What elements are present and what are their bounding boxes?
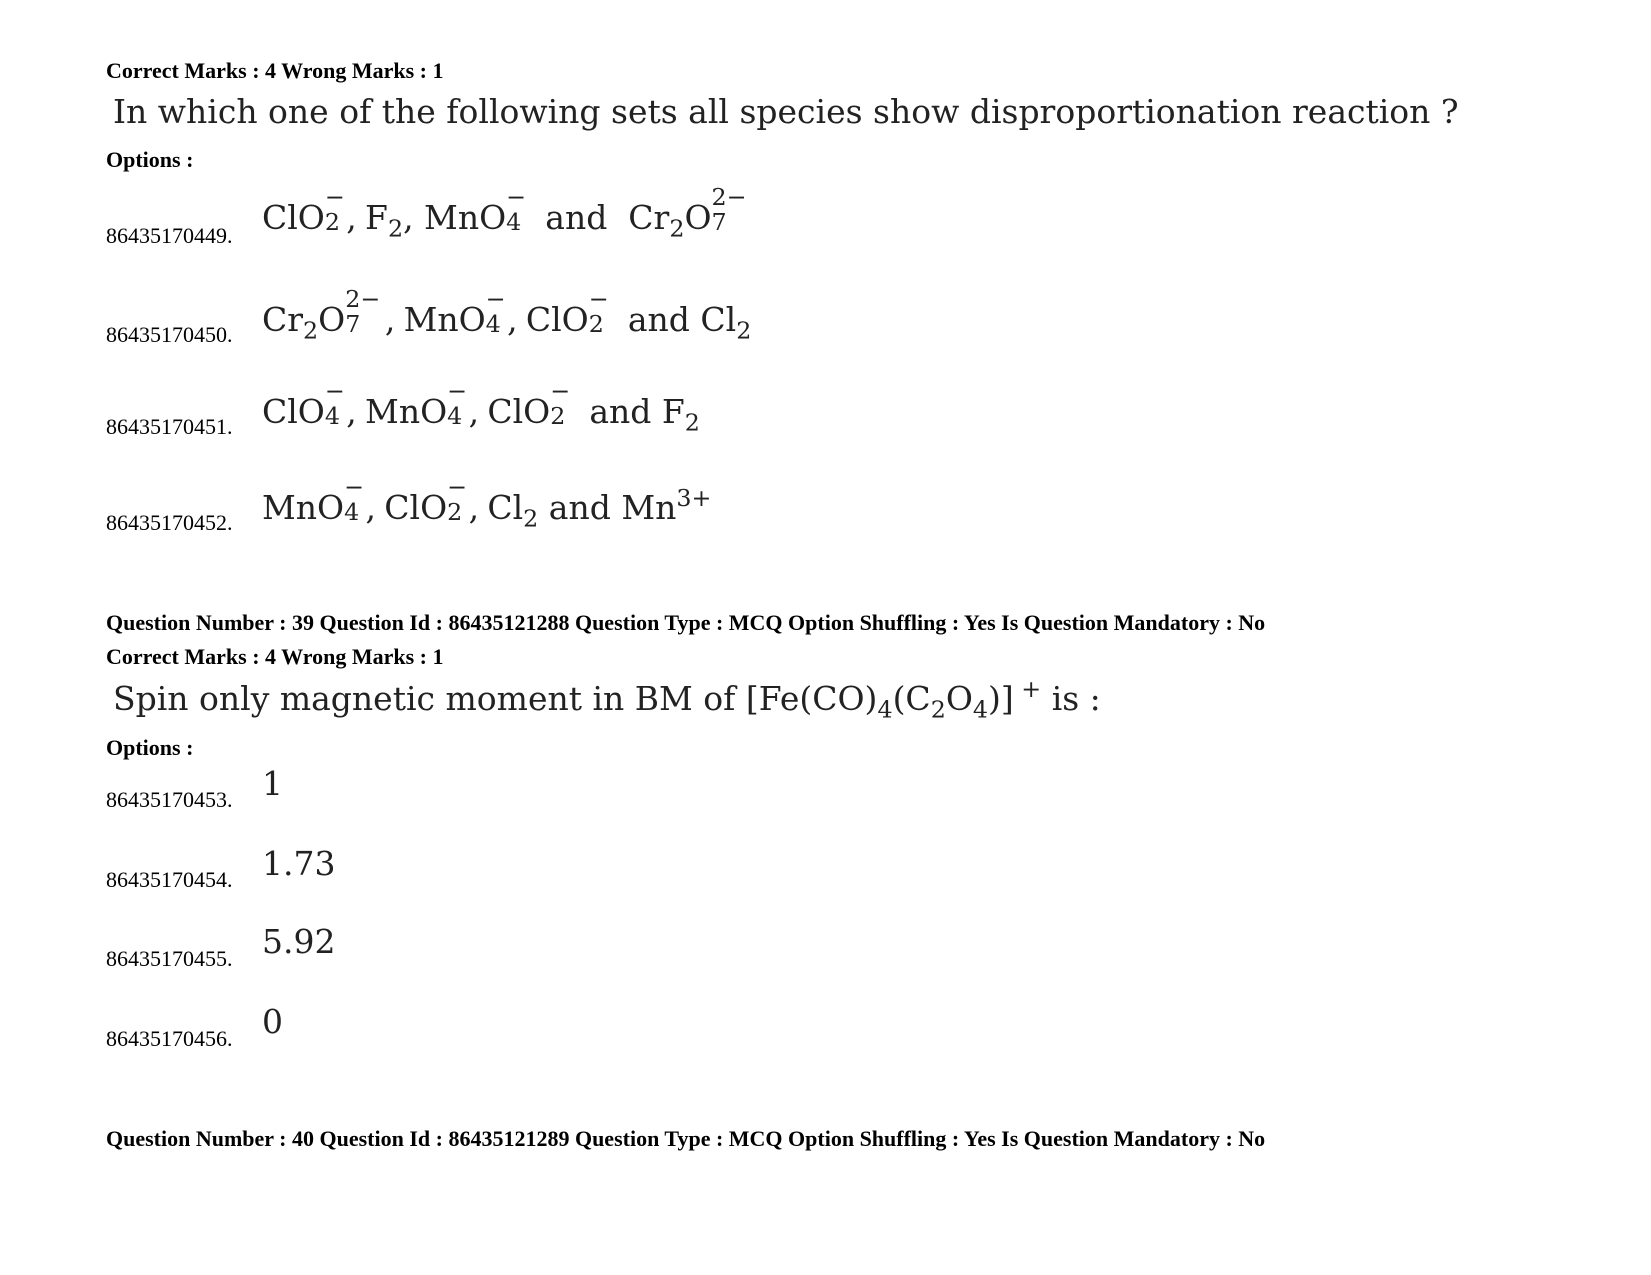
q38-option-3-id[interactable]: 86435170451.: [106, 414, 233, 439]
q38-option-1-id[interactable]: 86435170449.: [106, 223, 233, 248]
q39-question-prefix: Spin only magnetic moment in BM of [Fe(CO): [113, 679, 878, 718]
q39-option-2-value[interactable]: 1.73: [262, 844, 336, 883]
q39-option-2-id[interactable]: 86435170454.: [106, 867, 233, 892]
q39-option-3-value[interactable]: 5.92: [262, 922, 336, 961]
q39-option-1-value[interactable]: 1: [262, 764, 283, 803]
q39-marks: Correct Marks : 4 Wrong Marks : 1: [106, 644, 444, 669]
q39-question-text: Spin only magnetic moment in BM of $[Fe(CO)_4(C_2O_4)]$ + is :: [113, 674, 1101, 724]
q38-option-2-formula[interactable]: $Cr_2O$ 2− 7 , MnO − 4 , ClO − 2 and $Cl_2$: [262, 285, 752, 345]
q39-header: Question Number : 39 Question Id : 86435121288 Question Type : MCQ Option Shuffling : Yes Is Question Mandatory : No: [106, 610, 1266, 635]
q38-option-4-formula[interactable]: MnO − 4 , ClO − 2 , $Cl_2$ and $Mn^{3+}$: [262, 473, 712, 533]
q38-marks: Correct Marks : 4 Wrong Marks : 1: [106, 58, 444, 83]
q39-option-4-value[interactable]: 0: [262, 1002, 283, 1041]
q38-options-label: Options :: [106, 147, 194, 172]
q38-option-1-formula[interactable]: ClO − 2 , $F_2$, MnO − 4 and $Cr_2O$ 2− 7: [262, 183, 747, 243]
q39-option-3-id[interactable]: 86435170455.: [106, 946, 233, 971]
q38-option-3-formula[interactable]: ClO − 4 , MnO − 4 , ClO − 2 and $F_2$: [262, 377, 700, 437]
q39-options-label: Options :: [106, 735, 194, 760]
q38-option-4-id[interactable]: 86435170452.: [106, 510, 233, 535]
q39-option-4-id[interactable]: 86435170456.: [106, 1026, 233, 1051]
q39-question-suffix: is :: [1041, 679, 1101, 718]
q40-header: Question Number : 40 Question Id : 86435121289 Question Type : MCQ Option Shuffling : Yes Is Question Mandatory : No: [106, 1126, 1266, 1151]
q39-option-1-id[interactable]: 86435170453.: [106, 787, 233, 812]
q38-question-text: In which one of the following sets all species show disproportionation reaction ?: [113, 92, 1459, 131]
q38-option-2-id[interactable]: 86435170450.: [106, 322, 233, 347]
